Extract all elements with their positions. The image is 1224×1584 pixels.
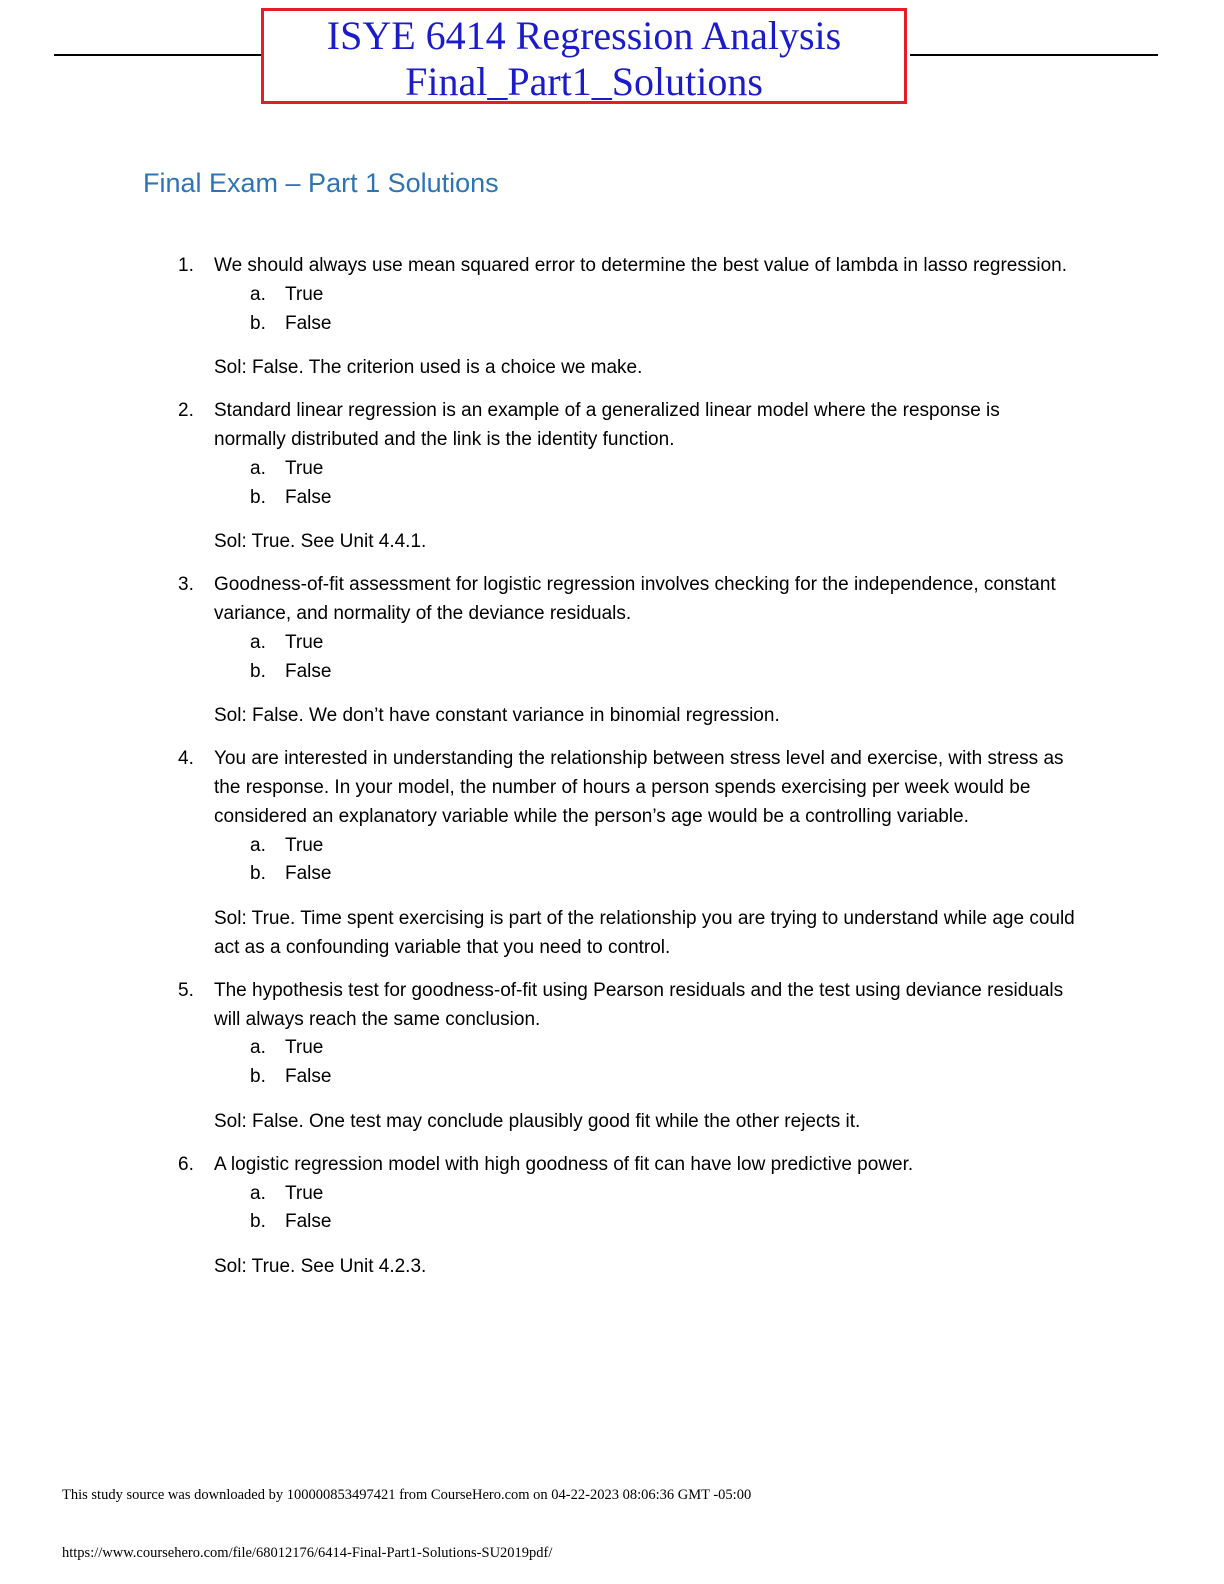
- option-letter: b.: [250, 660, 266, 682]
- question-list: [0, 252, 1224, 1296]
- option-b: [0, 484, 1224, 513]
- solution-text: Sol: True. Time spent exercising is part of the relationship you are trying to understand while age could act as a confounding variable that you need to control.: [214, 908, 1075, 958]
- option-label: True: [285, 1037, 324, 1059]
- option-label: False: [285, 1066, 332, 1088]
- solution-text: Sol: False. We don’t have constant variance in binomial regression.: [214, 705, 780, 727]
- option-letter: a.: [250, 1037, 266, 1059]
- question-item: [0, 1151, 1224, 1282]
- option-a: [0, 1180, 1224, 1209]
- title-line-2: Final_Part1_Solutions: [405, 59, 763, 104]
- option-letter: b.: [250, 312, 266, 334]
- option-b: [0, 1063, 1224, 1092]
- option-letter: a.: [250, 631, 266, 653]
- option-b: [0, 310, 1224, 339]
- question-text: Goodness-of-fit assessment for logistic regression involves checking for the independence, constant variance, and normality of the deviance residuals.: [214, 574, 1056, 624]
- option-label: False: [285, 486, 332, 508]
- question-number: 5.: [178, 979, 194, 1001]
- page-heading: Final Exam – Part 1 Solutions: [143, 168, 499, 198]
- option-letter: b.: [250, 863, 266, 885]
- option-label: False: [285, 312, 332, 334]
- option-letter: b.: [250, 486, 266, 508]
- option-a: [0, 455, 1224, 484]
- option-a: [0, 629, 1224, 658]
- question-number: 2.: [178, 400, 194, 422]
- header-rule-left: [54, 54, 262, 56]
- option-letter: a.: [250, 1182, 266, 1204]
- option-a: [0, 832, 1224, 861]
- question-text: Standard linear regression is an example of a generalized linear model where the response is normally distributed and the link is the identity function.: [214, 400, 1000, 450]
- question-item: [0, 745, 1224, 963]
- option-label: True: [285, 457, 324, 479]
- option-letter: a.: [250, 834, 266, 856]
- header-rule-right: [910, 54, 1158, 56]
- solution-text: Sol: False. The criterion used is a choice we make.: [214, 357, 643, 379]
- option-a: [0, 281, 1224, 310]
- option-letter: b.: [250, 1211, 266, 1233]
- option-letter: b.: [250, 1066, 266, 1088]
- question-item: [0, 977, 1224, 1137]
- question-item: [0, 252, 1224, 383]
- option-b: [0, 860, 1224, 889]
- option-letter: a.: [250, 457, 266, 479]
- title-box: [261, 8, 907, 104]
- option-b: [0, 658, 1224, 687]
- option-label: True: [285, 834, 324, 856]
- option-letter: a.: [250, 283, 266, 305]
- question-number: 4.: [178, 748, 194, 770]
- download-source-notice: This study source was downloaded by 100000853497421 from CourseHero.com on 04-22-2023 08:06:36 GMT -05:00: [62, 1487, 752, 1503]
- source-url: https://www.coursehero.com/file/68012176/6414-Final-Part1-Solutions-SU2019pdf/: [62, 1545, 553, 1561]
- title-line-1: ISYE 6414 Regression Analysis: [326, 13, 842, 58]
- option-label: True: [285, 1182, 324, 1204]
- option-b: [0, 1208, 1224, 1237]
- question-number: 3.: [178, 574, 194, 596]
- question-item: [0, 571, 1224, 731]
- option-label: False: [285, 863, 332, 885]
- question-text: The hypothesis test for goodness-of-fit using Pearson residuals and the test using deviance residuals will always reach the same conclusion.: [214, 979, 1064, 1030]
- question-number: 1.: [178, 255, 194, 276]
- question-number: 6.: [178, 1153, 194, 1175]
- question-item: [0, 397, 1224, 557]
- question-text: We should always use mean squared error to determine the best value of lambda in lasso regression.: [214, 255, 1067, 276]
- solution-text: Sol: True. See Unit 4.4.1.: [214, 531, 427, 553]
- option-label: False: [285, 660, 332, 682]
- option-label: False: [285, 1211, 332, 1233]
- option-label: True: [285, 283, 324, 305]
- solution-text: Sol: True. See Unit 4.2.3.: [214, 1256, 427, 1278]
- solution-text: Sol: False. One test may conclude plausibly good fit while the other rejects it.: [214, 1110, 861, 1132]
- option-a: [0, 1034, 1224, 1063]
- question-text: A logistic regression model with high goodness of fit can have low predictive power.: [214, 1153, 914, 1175]
- option-label: True: [285, 631, 324, 653]
- question-text: You are interested in understanding the relationship between stress level and exercise, with stress as the response. In your model, the number of hours a person spends exercising per week would be considered an explanatory variable while the person’s age would be a controlling variable.: [214, 748, 1064, 827]
